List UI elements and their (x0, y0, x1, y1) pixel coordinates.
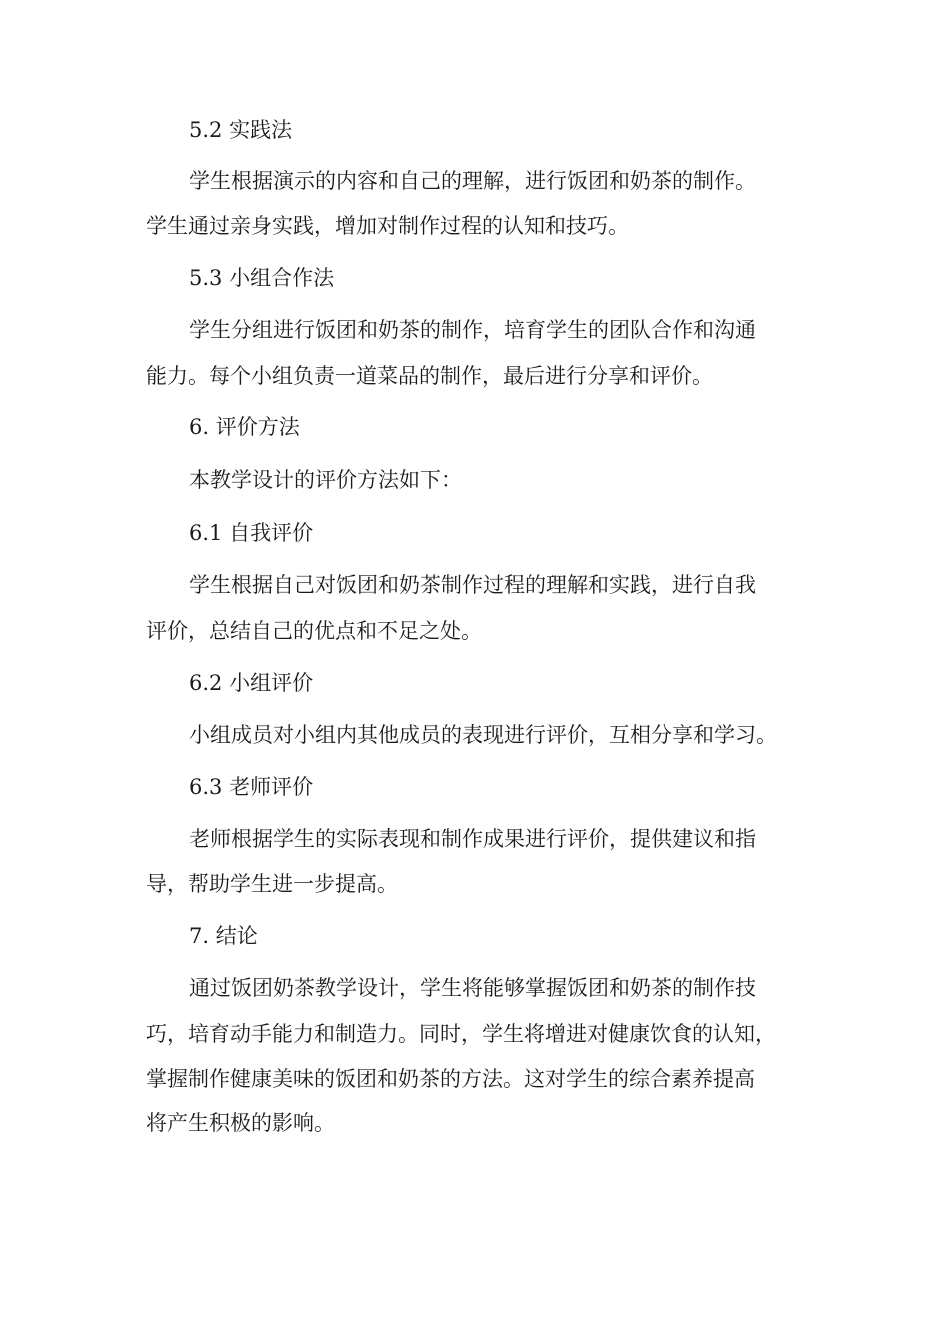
paragraph-line: 老师根据学生的实际表现和制作成果进行评价，提供建议和指 (189, 827, 756, 851)
paragraph-line: 导，帮助学生进一步提高。 (146, 872, 398, 896)
paragraph-line: 通过饭团奶茶教学设计，学生将能够掌握饭团和奶茶的制作技 (189, 976, 756, 1000)
paragraph-line: 评价，总结自己的优点和不足之处。 (146, 619, 482, 643)
heading-6-2: 6.2 小组评价 (189, 671, 314, 695)
heading-6-1: 6.1 自我评价 (189, 521, 314, 545)
paragraph-line: 掌握制作健康美味的饭团和奶茶的方法。这对学生的综合素养提高 (146, 1067, 755, 1091)
heading-5-3: 5.3 小组合作法 (189, 266, 335, 290)
paragraph-line: 能力。每个小组负责一道菜品的制作，最后进行分享和评价。 (146, 364, 713, 388)
heading-6: 6. 评价方法 (189, 415, 300, 439)
paragraph-line: 学生分组进行饭团和奶茶的制作，培育学生的团队合作和沟通 (189, 318, 756, 342)
paragraph-line: 巧，培育动手能力和制造力。同时，学生将增进对健康饮食的认知， (146, 1022, 776, 1046)
paragraph-line: 小组成员对小组内其他成员的表现进行评价，互相分享和学习。 (189, 723, 777, 747)
heading-5-2: 5.2 实践法 (189, 118, 293, 142)
heading-7: 7. 结论 (189, 924, 258, 948)
paragraph-line: 本教学设计的评价方法如下： (189, 468, 462, 492)
heading-6-3: 6.3 老师评价 (189, 775, 314, 799)
paragraph-line: 将产生积极的影响。 (146, 1111, 335, 1135)
paragraph-line: 学生根据演示的内容和自己的理解，进行饭团和奶茶的制作。 (189, 169, 756, 193)
paragraph-line: 学生根据自己对饭团和奶茶制作过程的理解和实践，进行自我 (189, 573, 756, 597)
paragraph-line: 学生通过亲身实践，增加对制作过程的认知和技巧。 (146, 214, 629, 238)
